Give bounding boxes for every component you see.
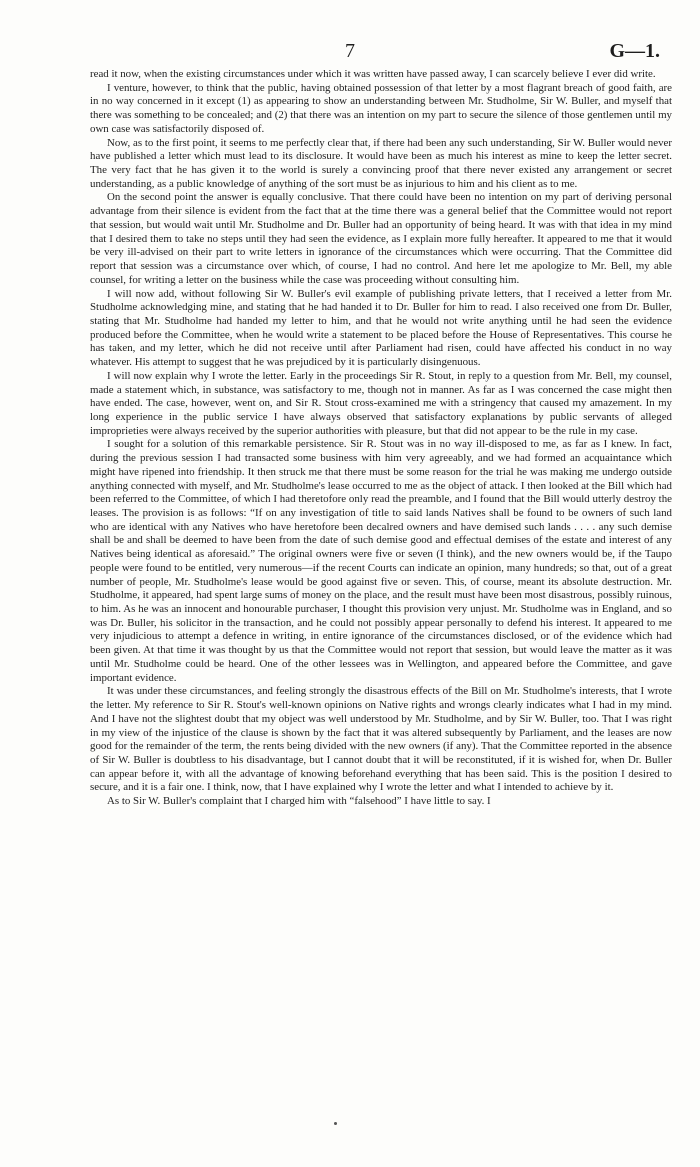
paragraph: As to Sir W. Buller's complaint that I charged him with “falsehood” I have little to say. I [107, 795, 491, 808]
page-speck [334, 1122, 337, 1125]
paragraph-continuation: read it now, when the existing circumstances under which it was written have passed away, I can scarcely believe I ever did write. [90, 68, 656, 80]
body-text [90, 68, 672, 809]
page-number: 7 [345, 40, 355, 62]
paragraph: I sought for a solution of this remarkable persistence. Sir R. Stout was in no way ill-disposed to me, as far as I knew. In fact, during the previous session I had transacted some business with him very agreeably, and we had formed an acquaintance which might have ripened into friendship. It then struck me that there must be some reason for the trial he was making me undergo outside anything connected with myself, and Mr. Studholme's lease occurred to me as the object of attack. I then looked at the Bill which had been referred to the Committee, of which I had theretofore only read the preamble, and I found that the Bill would utterly destroy the leases. The provision is as follows: “If on any investigation of title to said lands Natives shall be found to be owners of such land who are identical with any Natives who have heretofore been decalred owners and have demised such lands . . . . any such demise shall be and shall be deemed to have been from the date of such demise good and effectual demises of the estate and interest of any Natives being identical as aforesaid.” The original owners were five or seven (I think), and the new owners would be, if the Taupo people were found to be entitled, very numerous—if the recent Courts can indicate an opinion, many hundreds; so that, out of a great number of people, Mr. Studholme's lease would be good against five or seven. This, of course, meant its absolute destruction. Mr. Studholme, it appeared, had spent large sums of money on the place, and the result must have been most disastrous, possibly ruinous, to him. As he was an innocent and honourable purchaser, I thought this provision very unjust. Mr. Studholme was in England, and so was Dr. Buller, his solicitor in the transaction, and he could not possibly appear personally to defend his interest. It appeared to me very injudicious to attempt a defence in writing, in entire ignorance of the circumstances disclosed, or of the evidence which had been given. At that time it was thought by us that the Committee would not report that session, but would leave the matter as it was until Mr. Studholme could be heard. One of the other lessees was in Wellington, and appeared before the Committee, and gave important evidence. [90, 438, 672, 684]
document-code: G—1. [609, 40, 660, 62]
paragraph: I venture, however, to think that the public, having obtained possession of that letter by a most flagrant breach of good faith, are in no way concerned in it except (1) as appearing to show an understanding between Mr. Studholme, Sir W. Buller, and myself that there was something to be concealed; and (2) that there was an intention on my part to secure the silence of those gentlemen until my own case was satisfactorily disposed of. [90, 81, 672, 135]
paragraph: On the second point the answer is equally conclusive. That there could have been no intention on my part of deriving personal advantage from their silence is evident from the fact that at the time there was a general belief that the Committee would not report that session, but would wait until Mr. Studholme and Dr. Buller had an opportunity of being heard. It was with that idea in my mind that I desired them to take no steps until they had seen the evidence, as I explain more fully hereafter. It appeared to me that it would be very ill-advised on their part to write letters in ignorance of the circumstances which were occurring. That the Committee did report that session was a circumstance over which, of course, I had no control. And here let me apologize to Mr. Bell, my able counsel, for writing a letter on the business while the case was proceeding without consulting him. [90, 191, 672, 286]
paragraph: It was under these circumstances, and feeling strongly the disastrous effects of the Bill on Mr. Studholme's interests, that I wrote the letter. My reference to Sir R. Stout's well-known opinions on Native rights and wrongs clearly indicates what I had in my mind. And I have not the slightest doubt that my object was well understood by Mr. Studholme, and by Sir W. Buller, too. That I was right in my view of the injustice of the clause is shown by the fact that it was altered subsequently by Parliament, and the leases are now good for the remainder of the term, the rents being divided with the new owners (if any). That the Committee reported in the absence of Sir W. Buller is doubtless to his disadvantage, but I cannot doubt that it will be reconstituted, if it is wished for, when Dr. Buller can appear before it, with all the advantage of knowing beforehand everything that has been said. This is the position I desired to secure, and it is a fair one. I think, now, that I have explained why I wrote the letter and what I intended to achieve by it. [90, 685, 672, 794]
paragraph: I will now add, without following Sir W. Buller's evil example of publishing private letters, that I received a letter from Mr. Studholme acknowledging mine, and stating that he had handed it to Dr. Buller for him to read. I also received one from Dr. Buller, stating that Mr. Studholme had handed my letter to him, and that he would not write anything until he had seen the evidence produced before the Committee, when he would write a statement to be placed before the House of Representatives. This course he has taken, and my letter, which he did not receive until after Parliament had risen, could have affected his conduct in no way whatever. His attempt to suggest that he was prejudiced by it is particularly disingenuous. [90, 287, 672, 369]
paragraph: Now, as to the first point, it seems to me perfectly clear that, if there had been any such understanding, Sir W. Buller would never have published a letter which must lead to its disclosure. It would have been as much his interest as mine to keep the letter secret. The very fact that he has given it to the world is surely a convincing proof that there never existed any arrangement or secret understanding, as a public knowledge of anything of the sort must be as injurious to him and his client as to me. [90, 136, 672, 190]
paragraph: I will now explain why I wrote the letter. Early in the proceedings Sir R. Stout, in reply to a question from Mr. Bell, my counsel, made a statement which, in substance, was satisfactory to me, though not in manner. As far as I was concerned the case might then have ended. The case, however, went on, and Sir R. Stout cross-examined me with a stringency that caused my amazement. In my long experience in the public service I have always observed that satisfactory explanations by public servants of alleged improprieties were always received by the superior authorities with pleasure, but that did not appear to be the rule in my case. [90, 369, 672, 437]
